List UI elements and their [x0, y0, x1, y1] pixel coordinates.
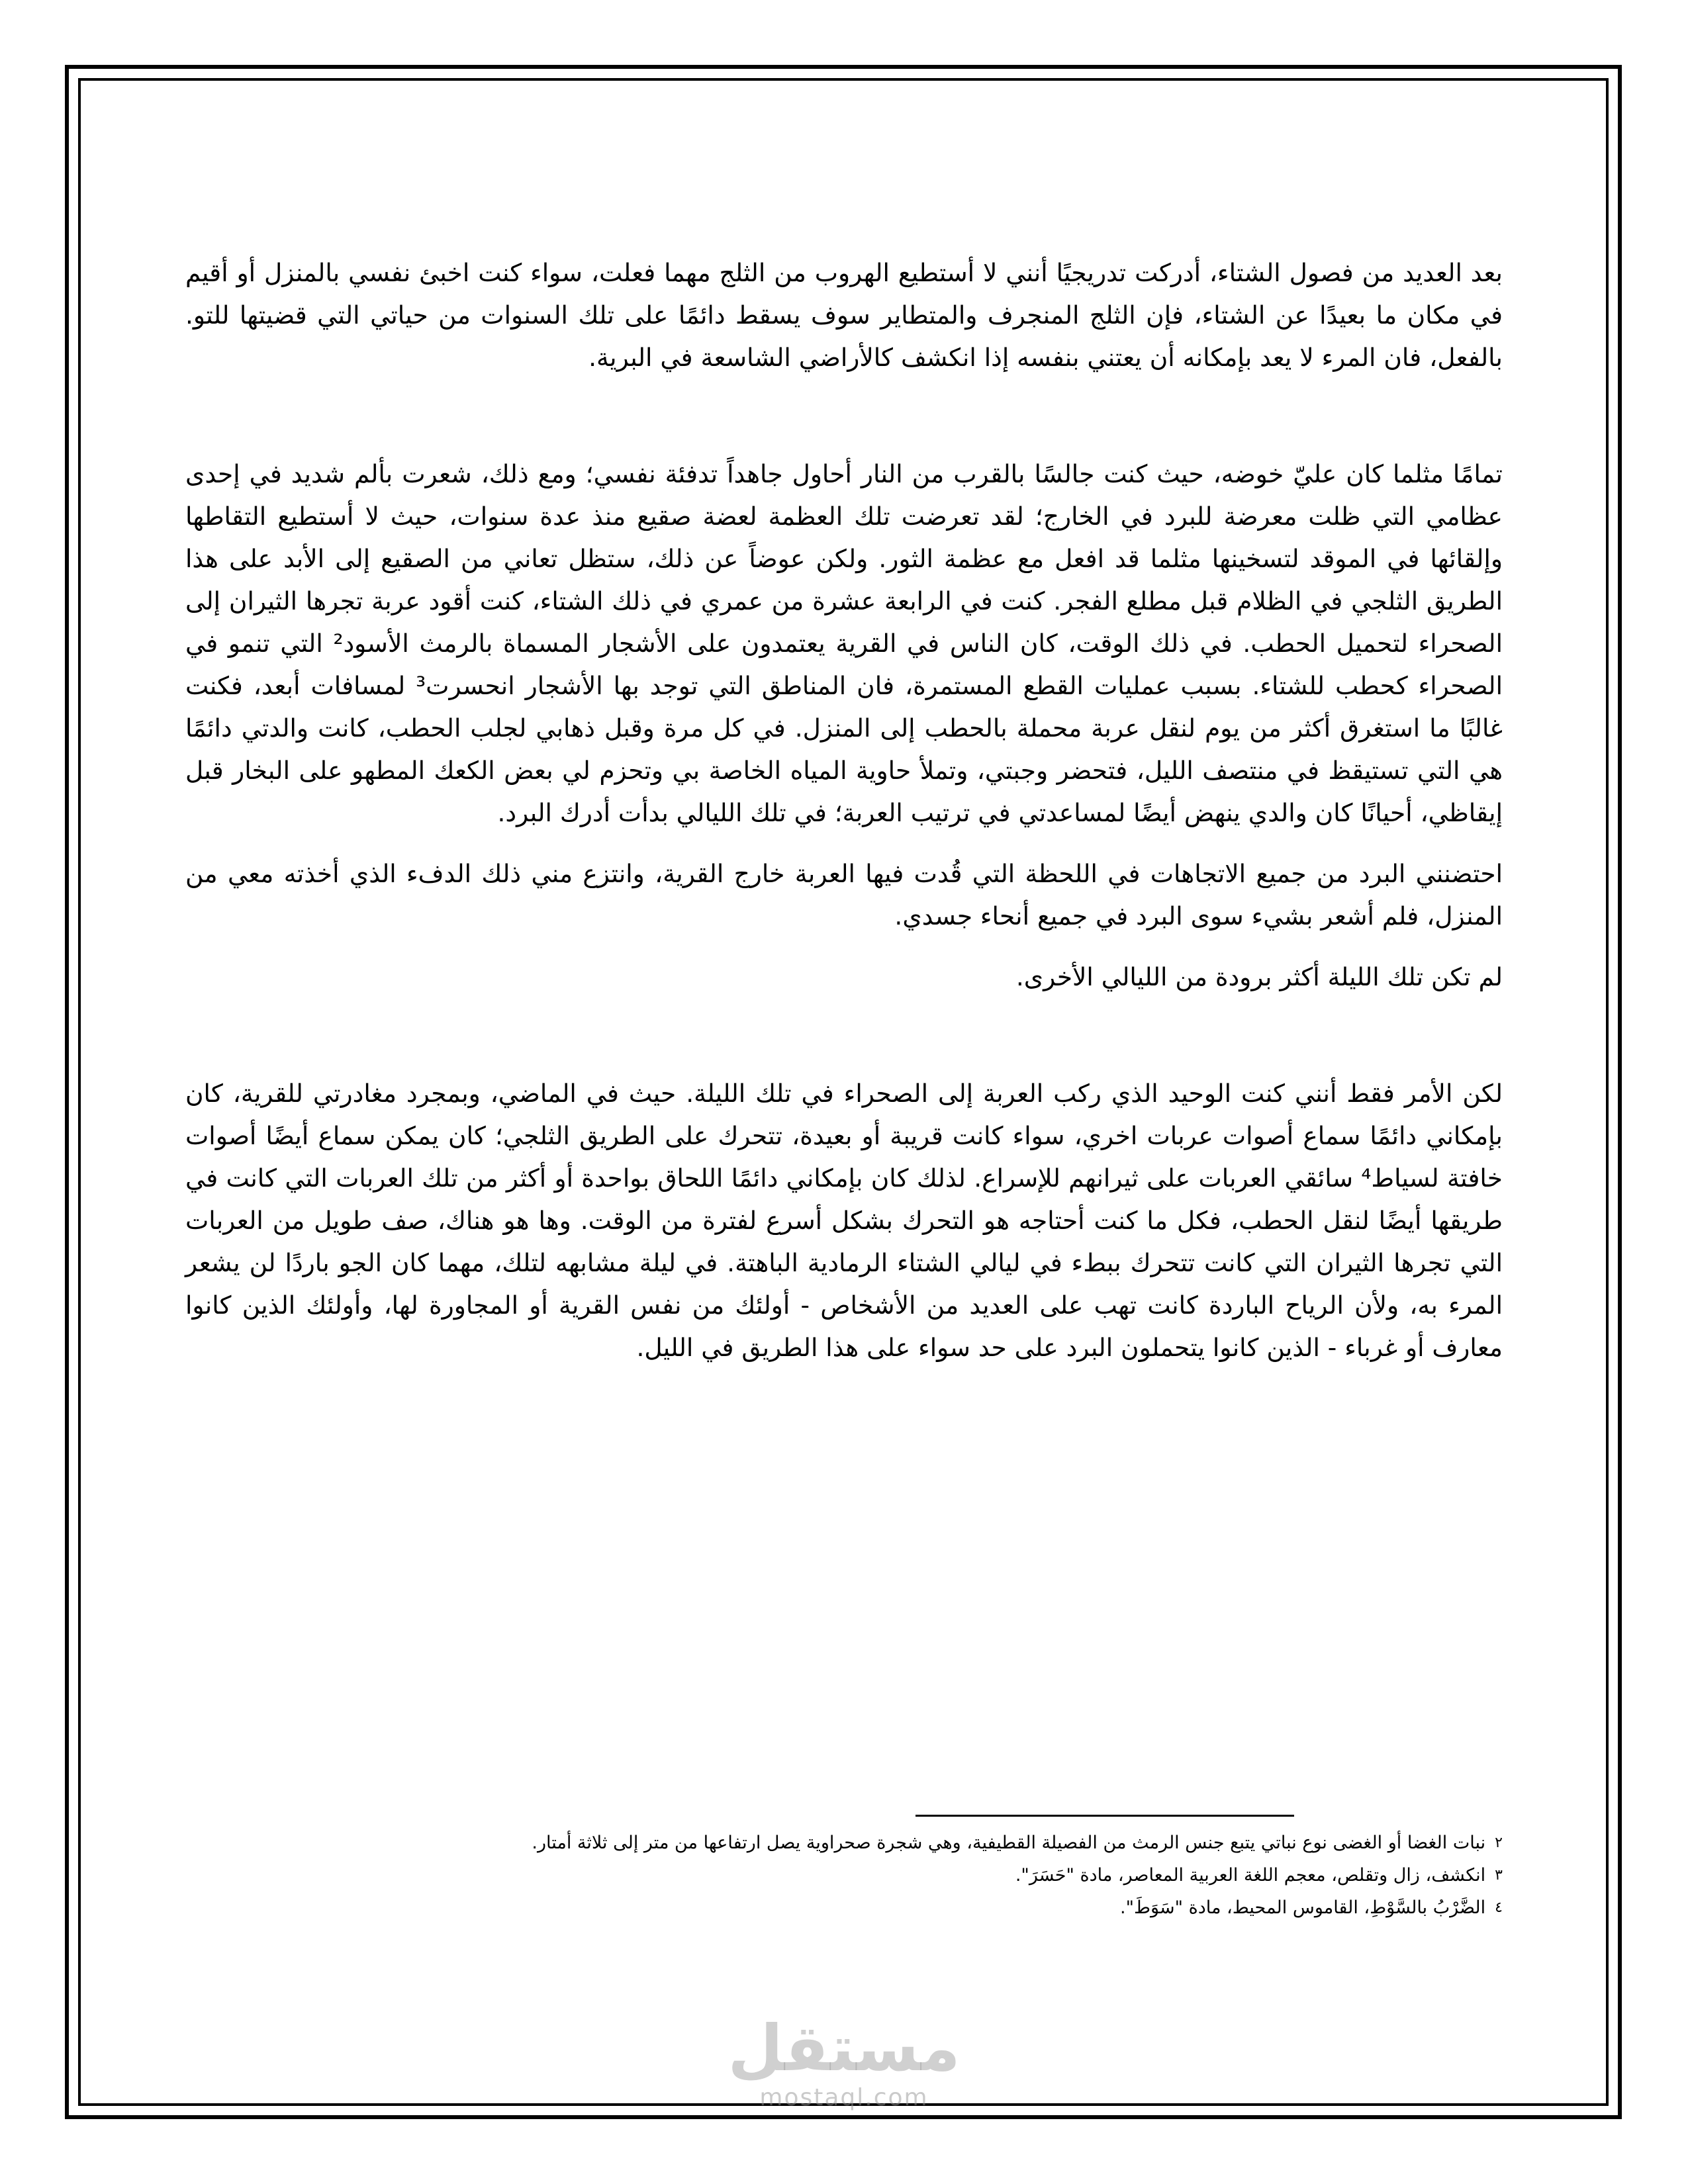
paragraph-4: لم تكن تلك الليلة أكثر برودة من الليالي الأخرى.: [1015, 962, 1503, 991]
watermark-domain: mostaql.com: [759, 2084, 929, 2111]
footnote-number: ٣: [1495, 1867, 1503, 1884]
document-body: [185, 251, 1503, 1369]
paragraph-5: لكن الأمر فقط أنني كنت الوحيد الذي ركب العربة إلى الصحراء في تلك الليلة. حيث في الماضي، وبمجرد مغادرتي للقرية، كان بإمكاني دائمًا سماع أصوات عربات اخري، سواء كانت قريبة أو بعيدة، تتحرك على الطريق الثلجي؛ كان يمكن سماع أيضًا أصوات خافتة لسياط⁴ سائقي العربات على ثيرانهم للإسراع. لذلك كان بإمكاني دائمًا اللحاق بواحدة أو أكثر من تلك العربات التي كانت في طريقها أيضًا لنقل الحطب، فكل ما كنت أحتاجه هو التحرك بشكل أسرع لفترة من الوقت. وها هو هناك، صف طويل من العربات التي تجرها الثيران التي كانت تتحرك ببطء في ليالي الشتاء الرمادية الباهتة. في ليلة مشابهه لتلك، مهما كان الجو باردًا لن يشعر المرء به، ولأن الرياح الباردة كانت تهب على العديد من الأشخاص - أولئك من نفس القرية أو المجاورة لها، وأولئك الذين كانوا معارف أو غرباء - الذين كانوا يتحملون البرد على حد سواء على هذا الطريق في الليل.: [185, 1079, 1503, 1362]
footnote-item: [185, 1827, 1503, 1859]
footnote-text: الضَّرْبُ بالسَّوْطِ، القاموس المحيط، مادة "سَوَطَ".: [1120, 1897, 1486, 1918]
footnote-item: [185, 1891, 1503, 1924]
footnotes: [185, 1827, 1503, 1924]
footnote-number: ٢: [1495, 1835, 1503, 1851]
paragraph-1: بعد العديد من فصول الشتاء، أدركت تدريجيًا أنني لا أستطيع الهروب من الثلج مهما فعلت، سواء كنت اخبئ نفسي بالمنزل أو أقيم في مكان ما بعيدًا عن الشتاء، فإن الثلج المنجرف والمتطاير سوف يسقط دائمًا على تلك السنوات من حياتي التي قضيتها للتو. بالفعل، فان المرء لا يعد بإمكانه أن يعتني بنفسه إذا انكشف كالأراضي الشاسعة في البرية.: [185, 258, 1503, 372]
paragraph-2: تمامًا مثلما كان عليّ خوضه، حيث كنت جالسًا بالقرب من النار أحاول جاهداً تدفئة نفسي؛ ومع ذلك، شعرت بألم شديد في إحدى عظامي التي ظلت معرضة للبرد في الخارج؛ لقد تعرضت تلك العظمة لعضة صقيع منذ عدة سنوات، حيث لا أستطيع التقاطها وإلقائها في الموقد لتسخينها مثلما قد افعل مع عظمة الثور. ولكن عوضاً عن ذلك، ستظل تعاني من الصقيع إلى الأبد على هذا الطريق الثلجي في الظلام قبل مطلع الفجر. كنت في الرابعة عشرة من عمري في ذلك الشتاء، كنت أقود عربة تجرها الثيران إلى الصحراء لتحميل الحطب. في ذلك الوقت، كان الناس في القرية يعتمدون على الأشجار المسماة بالرمث الأسود² التي تنمو في الصحراء كحطب للشتاء. بسبب عمليات القطع المستمرة، فان المناطق التي توجد بها الأشجار انحسرت³ لمسافات أبعد، فكنت غالبًا ما استغرق أكثر من يوم لنقل عربة محملة بالحطب إلى المنزل. في كل مرة وقبل ذهابي لجلب الحطب، كانت والدتي دائمًا هي التي تستيقظ في منتصف الليل، فتحضر وجبتي، وتملأ حاوية المياه الخاصة بي وتحزم لي بعض الكعك المطهو على البخار قبل إيقاظي، أحيانًا كان والدي ينهض أيضًا لمساعدتي في ترتيب العربة؛ في تلك الليالي بدأت أدرك البرد.: [185, 459, 1503, 827]
footnote-text: نبات الغضا أو الغضى نوع نباتي يتبع جنس الرمث من الفصيلة القطيفية، وهي شجرة صحراوية يصل ارتفاعها من متر إلى ثلاثة أمتار.: [532, 1833, 1486, 1853]
watermark: [722, 2012, 966, 2124]
footnote-number: ٤: [1495, 1899, 1503, 1916]
footnote-item: [185, 1859, 1503, 1891]
paragraph-3: احتضنني البرد من جميع الاتجاهات في اللحظة التي قُدت فيها العربة خارج القرية، وانتزع مني ذلك الدفء الذي أخذته معي من المنزل، فلم أشعر بشيء سوى البرد في جميع أنحاء جسدي.: [185, 859, 1503, 931]
footnote-separator: [915, 1815, 1294, 1817]
watermark-logo: مستقل: [727, 2011, 961, 2085]
footnote-text: انكشف، زال وتقلص، معجم اللغة العربية المعاصر، مادة "حَسَرَ".: [1015, 1865, 1486, 1886]
